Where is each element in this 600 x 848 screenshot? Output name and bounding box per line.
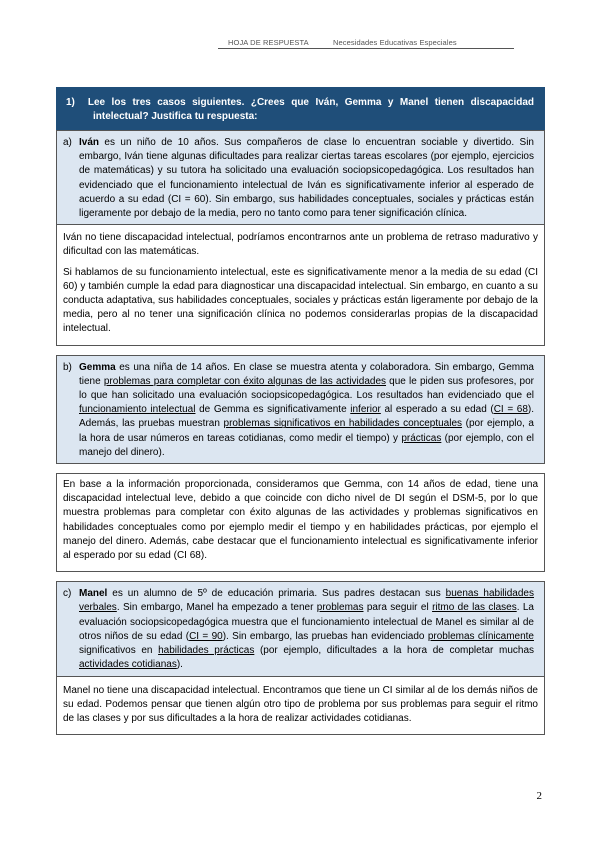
case-c-name: Manel	[79, 588, 108, 600]
case-b-underline: funcionamiento intelectual	[79, 404, 196, 416]
case-b-text: ). Además, las pruebas muestran	[79, 404, 534, 430]
case-b-text: es una niña de 14 años. En clase se muestra atenta y colaboradora. Sin embargo, Gemma tiene	[79, 361, 534, 387]
case-a-name: Iván	[79, 137, 100, 148]
answer-a-p1: Iván no tiene discapacidad intelectual, podríamos encontrarnos ante un problema de retraso madurativo y dificultad con las matemáticas.	[63, 232, 538, 258]
header-rule	[218, 48, 514, 49]
answer-b[interactable]	[56, 473, 545, 572]
question-heading	[56, 87, 545, 130]
case-b-text: de Gemma es significativamente	[195, 404, 351, 416]
case-b-underline: problemas para completar con éxito algunas de las actividades	[103, 375, 387, 387]
case-b-text: (por ejemplo, con el manejo del dinero).	[79, 432, 534, 458]
case-b-text: (por ejemplo, a la hora de usar números en tareas cotidianas, como medir el tiempo) y	[79, 418, 534, 444]
case-c-underline: actividades cotidianas	[79, 659, 177, 671]
case-c-text: . La evaluación sociopsicopedagógica muestra que el funcionamiento intelectual de Manel es similar al de otros niños de su edad (	[79, 602, 534, 642]
header-left: HOJA DE RESPUESTA	[228, 38, 309, 47]
case-a-text: es un niño de 10 años. Sus compañeros de clase lo encuentran sociable y divertido. Sin embargo, Iván tiene algunas dificultades para realizar ciertas tareas escolares (por ejemplo, ejercicios de matemáticas) y su tutora ha solicitado una evaluación sociopsicopedagógica. Los resultados han evidenciado que el funcionamiento intelectual de Iván es significativamente inferior al esperado de acuerdo a su edad (CI = 60). Sin embargo, sus habilidades conceptuales, sociales y prácticas están ligeramente por debajo de la media, pero no tanto como para tener significación clínica.	[79, 137, 534, 220]
case-b-label: b)	[63, 361, 72, 373]
answer-a[interactable]	[56, 225, 545, 345]
case-b-underline: problemas significativos en habilidades conceptuales	[223, 418, 463, 430]
case-c-text: significativos en	[79, 645, 159, 657]
case-a	[56, 130, 545, 225]
case-c-text: (por ejemplo, dificultades a la hora de completar muchas	[254, 645, 534, 657]
case-c-text: es un alumno de 5º de educación primaria. Sus padres destacan sus	[107, 588, 446, 600]
case-c-label: c)	[63, 588, 72, 600]
case-b-name: Gemma	[79, 361, 116, 373]
case-c-underline: problemas clínicamente	[427, 630, 534, 642]
case-c-underline: CI = 90	[189, 630, 223, 642]
header-right: Necesidades Educativas Especiales	[332, 38, 457, 47]
case-c-underline: problemas	[316, 602, 364, 614]
question-number: 1)	[66, 97, 75, 108]
case-a-label: a)	[63, 137, 72, 148]
case-b-text: al esperado a su edad (	[380, 404, 494, 416]
case-b-underline: inferior	[350, 404, 381, 416]
question-text: Lee los tres casos siguientes. ¿Crees que Iván, Gemma y Manel tienen discapacidad intelectual? Justifica tu respuesta:	[87, 97, 534, 123]
case-c-text: ). Sin embargo, las pruebas han evidenciado	[222, 630, 428, 642]
case-b-underline: prácticas	[401, 432, 442, 444]
case-c-text: . Sin embargo, Manel ha empezado a tener	[116, 602, 317, 614]
case-c	[56, 581, 545, 676]
case-c-underline: habilidades prácticas	[158, 645, 255, 657]
case-c-underline: ritmo de las clases	[432, 602, 517, 614]
answer-b-p1: En base a la información proporcionada, consideramos que Gemma, con 14 años de edad, tiene una discapacidad intelectual leve, debido a que coincide con dicho nivel de DI según el DSM-5, por lo que muestra problemas para completar con éxito algunas de las actividades y problemas significativos en habilidades conceptuales como por ejemplo medir el tiempo y en habilidades prácticas, por ejemplo el manejo del dinero. Además, cabe destacar que el funcionamiento intelectual es significativamente inferior al esperado por su edad (CI 68).	[63, 479, 538, 562]
page-number: 2	[536, 790, 542, 802]
case-c-underline: buenas habilidades verbales	[79, 588, 534, 614]
page-header	[228, 38, 457, 47]
answer-a-p2: Si hablamos de su funcionamiento intelectual, este es significativamente menor a la media de su edad (CI 60) y también cumple la edad para diagnosticar una discapacidad intelectual. Sin embargo, en cuanto a su conducta adaptativa, sus habilidades conceptuales, sociales y prácticas están ligeramente por debajo de la media, pero al no tener una significación clínica no podemos considerarlas propias de la discapacidad intelectual.	[63, 266, 538, 335]
case-c-text: ).	[176, 659, 183, 671]
answer-c-p1: Manel no tiene una discapacidad intelectual. Encontramos que tiene un CI similar al de los demás niños de su edad. Podemos pensar que tienen algún otro tipo de problema por sus problemas para seguir el ritmo de las clases y por sus dificultades a la hora de realizar actividades cotidianas.	[63, 684, 538, 724]
answer-sheet	[56, 87, 545, 735]
case-b-text: que le piden sus profesores, por lo que han solicitado una evaluación sociopsicopedagógica. Los resultados han evidenciado que el	[79, 375, 534, 402]
case-c-text: para seguir el	[363, 602, 433, 614]
case-b	[56, 355, 545, 464]
answer-c[interactable]	[56, 677, 545, 736]
case-b-underline: CI = 68	[493, 404, 528, 416]
